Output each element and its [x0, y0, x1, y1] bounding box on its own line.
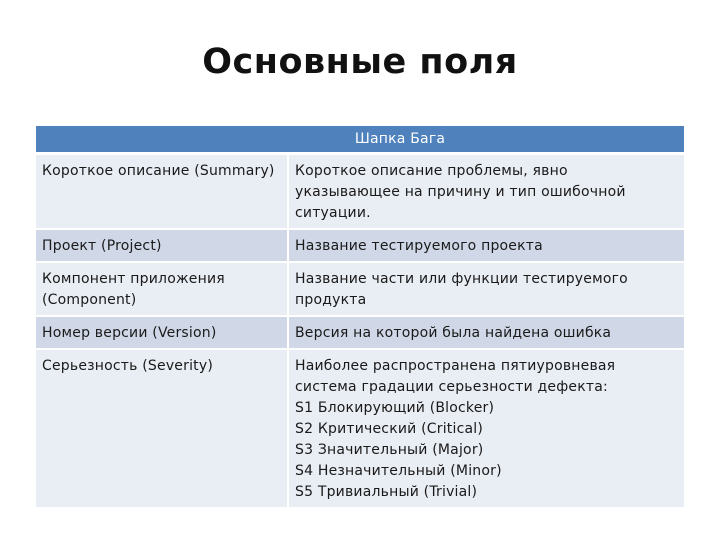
description-line: указывающее на причину и тип ошибочной [295, 184, 626, 200]
description-line: Название части или функции тестируемого [295, 271, 628, 287]
description-line: система градации серьезности дефекта: [295, 379, 608, 395]
description-line: ситуации. [295, 205, 371, 221]
description-line: S4 Незначительный (Minor) [295, 463, 502, 479]
field-description-cell [288, 316, 684, 349]
field-name-cell: Проект (Project) [36, 229, 288, 262]
field-description-cell [288, 154, 684, 230]
table-header-row [36, 126, 684, 154]
table-row [36, 316, 684, 349]
field-description-cell [288, 229, 684, 262]
bug-fields-table [36, 126, 684, 509]
field-description-cell [288, 262, 684, 316]
table-row [36, 229, 684, 262]
description-line: S5 Тривиальный (Trivial) [295, 484, 478, 500]
slide-title: Основные поля [202, 42, 518, 82]
description-line: продукта [295, 292, 367, 308]
field-name-cell: Серьезность (Severity) [36, 349, 288, 508]
field-name-cell: Компонент приложения (Component) [36, 262, 288, 316]
description-line: Короткое описание проблемы, явно [295, 163, 568, 179]
field-name-cell: Номер версии (Version) [36, 316, 288, 349]
description-line: S2 Критический (Critical) [295, 421, 483, 437]
description-line: Название тестируемого проекта [295, 238, 543, 254]
description-line: Версия на которой была найдена ошибка [295, 325, 612, 341]
table-header [36, 126, 684, 154]
field-name-cell: Короткое описание (Summary) [36, 154, 288, 230]
field-description-cell [288, 349, 684, 508]
description-line: S1 Блокирующий (Blocker) [295, 400, 495, 416]
table-row [36, 349, 684, 508]
table-header-label: Шапка Бага [354, 130, 446, 147]
description-line: S3 Значительный (Major) [295, 442, 484, 458]
table-row [36, 262, 684, 316]
table-row [36, 154, 684, 230]
description-line: Наиболее распространена пятиуровневая [295, 358, 616, 374]
